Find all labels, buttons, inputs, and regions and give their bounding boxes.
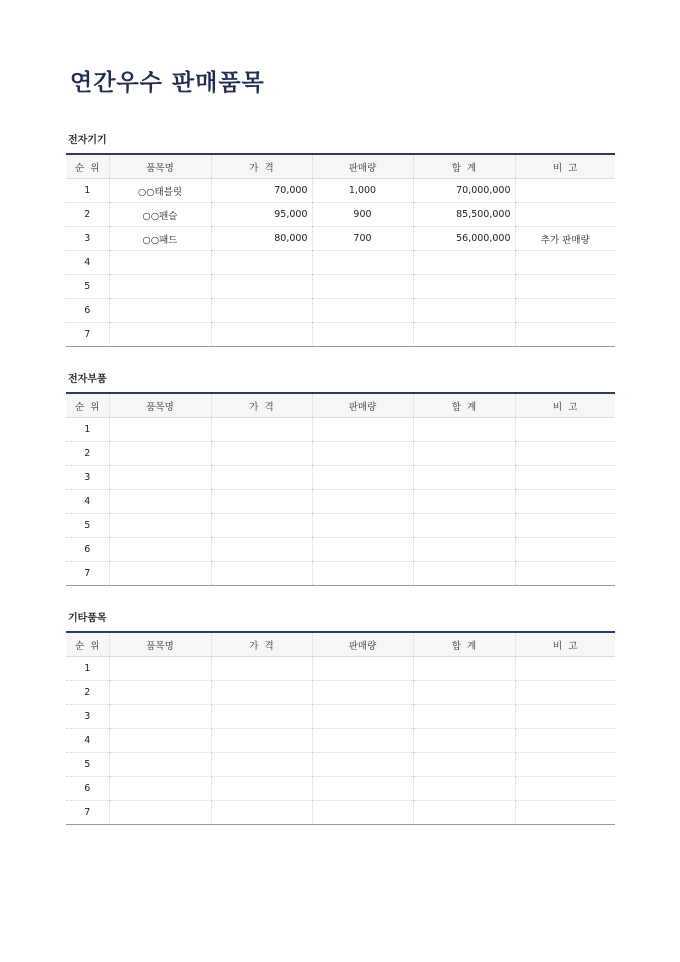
table-row [66, 490, 615, 514]
cell-price: 95,000 [211, 203, 312, 227]
cell-note [515, 251, 615, 275]
section-title: 전자부품 [68, 374, 107, 385]
cell-price [211, 729, 312, 753]
cell-item [109, 323, 211, 347]
section-2 [66, 373, 615, 586]
cell-rank: 1 [66, 657, 109, 681]
cell-qty: 700 [312, 227, 413, 251]
cell-note [515, 681, 615, 705]
cell-price [211, 251, 312, 275]
column-header: 합 계 [413, 154, 515, 179]
cell-note [515, 753, 615, 777]
cell-total [413, 418, 515, 442]
cell-price [211, 681, 312, 705]
column-header: 판매량 [312, 393, 413, 418]
cell-rank: 2 [66, 442, 109, 466]
cell-note [515, 179, 615, 203]
cell-rank: 6 [66, 777, 109, 801]
table-row [66, 466, 615, 490]
cell-price [211, 705, 312, 729]
table-row [66, 418, 615, 442]
table-header-row [66, 393, 615, 418]
cell-total [413, 251, 515, 275]
cell-note [515, 705, 615, 729]
column-header: 품목명 [109, 154, 211, 179]
cell-price [211, 538, 312, 562]
column-header: 판매량 [312, 632, 413, 657]
cell-rank: 7 [66, 562, 109, 586]
cell-price [211, 657, 312, 681]
cell-total [413, 275, 515, 299]
cell-total [413, 466, 515, 490]
table-row [66, 681, 615, 705]
cell-note [515, 203, 615, 227]
cell-qty [312, 562, 413, 586]
cell-note [515, 299, 615, 323]
cell-price [211, 801, 312, 825]
table-row [66, 442, 615, 466]
column-header: 순 위 [66, 632, 109, 657]
cell-note [515, 442, 615, 466]
cell-rank: 6 [66, 299, 109, 323]
cell-rank: 1 [66, 418, 109, 442]
table-row [66, 299, 615, 323]
cell-total [413, 299, 515, 323]
cell-item [109, 562, 211, 586]
cell-price: 80,000 [211, 227, 312, 251]
table-row [66, 538, 615, 562]
sales-table [66, 153, 615, 347]
cell-rank: 3 [66, 227, 109, 251]
cell-item [109, 657, 211, 681]
section-1 [66, 134, 615, 347]
cell-item [109, 777, 211, 801]
cell-item [109, 490, 211, 514]
table-row [66, 801, 615, 825]
column-header: 비 고 [515, 393, 615, 418]
cell-total [413, 514, 515, 538]
section-title: 전자기기 [68, 135, 107, 146]
cell-note [515, 657, 615, 681]
cell-item [109, 275, 211, 299]
cell-qty [312, 418, 413, 442]
cell-item [109, 442, 211, 466]
column-header: 품목명 [109, 393, 211, 418]
cell-price [211, 490, 312, 514]
cell-item: ○○태블릿 [109, 179, 211, 203]
cell-price [211, 442, 312, 466]
cell-total [413, 657, 515, 681]
cell-price [211, 418, 312, 442]
column-header: 합 계 [413, 632, 515, 657]
cell-rank: 7 [66, 323, 109, 347]
table-row [66, 705, 615, 729]
table-header-row [66, 632, 615, 657]
cell-total: 70,000,000 [413, 179, 515, 203]
column-header: 비 고 [515, 154, 615, 179]
cell-qty [312, 705, 413, 729]
cell-rank: 6 [66, 538, 109, 562]
cell-rank: 4 [66, 729, 109, 753]
column-header: 가 격 [211, 393, 312, 418]
table-row [66, 227, 615, 251]
table-row [66, 729, 615, 753]
column-header: 판매량 [312, 154, 413, 179]
cell-item [109, 466, 211, 490]
table-row [66, 323, 615, 347]
cell-note [515, 275, 615, 299]
cell-price [211, 299, 312, 323]
cell-total: 56,000,000 [413, 227, 515, 251]
table-row [66, 203, 615, 227]
cell-price [211, 275, 312, 299]
cell-qty: 900 [312, 203, 413, 227]
cell-qty [312, 801, 413, 825]
cell-note [515, 466, 615, 490]
section-3 [66, 612, 615, 825]
cell-note [515, 490, 615, 514]
cell-total [413, 442, 515, 466]
cell-item: ○○패드 [109, 227, 211, 251]
cell-note [515, 562, 615, 586]
table-row [66, 777, 615, 801]
cell-note: 추가 판매량 [515, 227, 615, 251]
cell-item [109, 299, 211, 323]
cell-item [109, 729, 211, 753]
cell-rank: 5 [66, 753, 109, 777]
cell-note [515, 538, 615, 562]
table-row [66, 514, 615, 538]
cell-qty [312, 490, 413, 514]
column-header: 합 계 [413, 393, 515, 418]
cell-qty [312, 753, 413, 777]
cell-price [211, 514, 312, 538]
cell-qty [312, 777, 413, 801]
column-header: 순 위 [66, 154, 109, 179]
cell-qty [312, 681, 413, 705]
cell-price [211, 777, 312, 801]
cell-total [413, 729, 515, 753]
column-header: 순 위 [66, 393, 109, 418]
cell-qty [312, 323, 413, 347]
cell-price [211, 562, 312, 586]
cell-rank: 4 [66, 251, 109, 275]
cell-note [515, 418, 615, 442]
cell-total [413, 753, 515, 777]
table-row [66, 251, 615, 275]
cell-rank: 1 [66, 179, 109, 203]
cell-item [109, 753, 211, 777]
sales-table [66, 631, 615, 825]
cell-note [515, 323, 615, 347]
cell-price [211, 753, 312, 777]
cell-qty: 1,000 [312, 179, 413, 203]
cell-note [515, 777, 615, 801]
cell-qty [312, 729, 413, 753]
cell-rank: 5 [66, 275, 109, 299]
cell-qty [312, 657, 413, 681]
cell-note [515, 801, 615, 825]
column-header: 품목명 [109, 632, 211, 657]
cell-qty [312, 514, 413, 538]
table-row [66, 275, 615, 299]
cell-item [109, 705, 211, 729]
section-title: 기타품목 [68, 613, 107, 624]
cell-qty [312, 251, 413, 275]
cell-item [109, 251, 211, 275]
cell-total: 85,500,000 [413, 203, 515, 227]
cell-rank: 2 [66, 203, 109, 227]
cell-item: ○○펜슬 [109, 203, 211, 227]
cell-qty [312, 466, 413, 490]
cell-item [109, 681, 211, 705]
cell-price [211, 323, 312, 347]
cell-rank: 3 [66, 466, 109, 490]
table-row [66, 179, 615, 203]
cell-note [515, 729, 615, 753]
cell-total [413, 562, 515, 586]
cell-total [413, 777, 515, 801]
cell-total [413, 705, 515, 729]
column-header: 가 격 [211, 154, 312, 179]
cell-price: 70,000 [211, 179, 312, 203]
column-header: 가 격 [211, 632, 312, 657]
cell-note [515, 514, 615, 538]
cell-item [109, 514, 211, 538]
cell-item [109, 538, 211, 562]
page-title: 연간우수 판매품목 [70, 70, 265, 96]
table-row [66, 562, 615, 586]
cell-total [413, 490, 515, 514]
cell-item [109, 418, 211, 442]
cell-total [413, 538, 515, 562]
table-header-row [66, 154, 615, 179]
cell-qty [312, 442, 413, 466]
cell-item [109, 801, 211, 825]
cell-total [413, 323, 515, 347]
cell-qty [312, 275, 413, 299]
table-row [66, 753, 615, 777]
cell-qty [312, 538, 413, 562]
cell-total [413, 681, 515, 705]
cell-rank: 3 [66, 705, 109, 729]
cell-qty [312, 299, 413, 323]
column-header: 비 고 [515, 632, 615, 657]
table-row [66, 657, 615, 681]
cell-price [211, 466, 312, 490]
cell-rank: 7 [66, 801, 109, 825]
cell-total [413, 801, 515, 825]
cell-rank: 5 [66, 514, 109, 538]
cell-rank: 4 [66, 490, 109, 514]
cell-rank: 2 [66, 681, 109, 705]
sales-table [66, 392, 615, 586]
